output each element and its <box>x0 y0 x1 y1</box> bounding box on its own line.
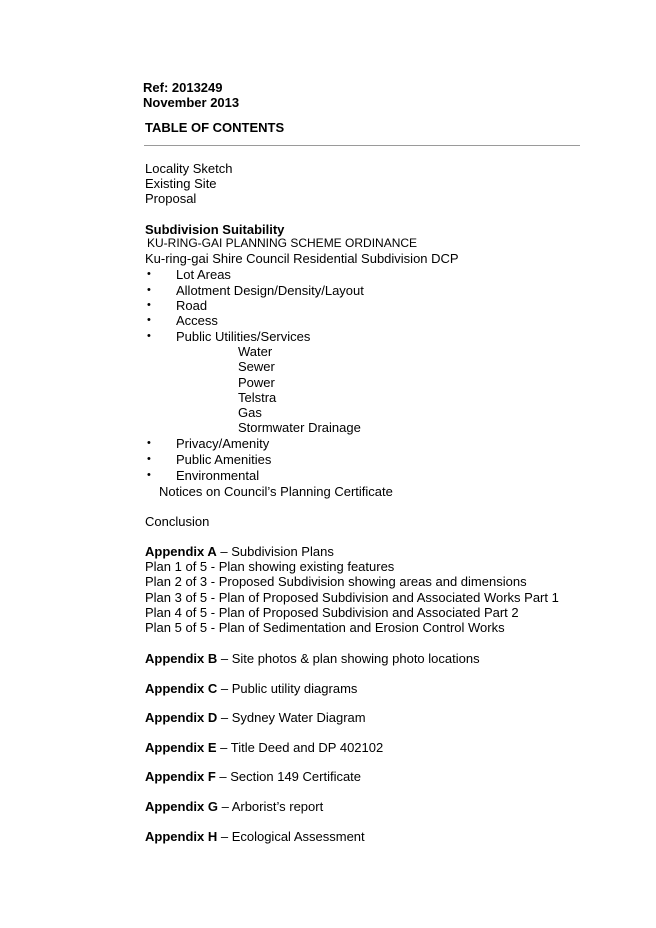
toc-entry-locality-sketch: Locality Sketch <box>145 161 233 176</box>
bullet-item-environmental: Environmental <box>176 468 260 483</box>
bullet-marker: • <box>147 284 151 296</box>
appendix-description: – Site photos & plan showing photo locations <box>217 651 480 666</box>
appendix-c-entry <box>145 681 357 696</box>
appendix-label: Appendix H <box>145 829 218 844</box>
bullet-item-allotment-design: Allotment Design/Density/Layout <box>176 283 364 298</box>
bullet-marker: • <box>147 437 151 449</box>
bullet-item-road: Road <box>176 298 208 313</box>
appendix-label: Appendix D <box>145 710 218 725</box>
appendix-description: – Subdivision Plans <box>216 544 334 559</box>
service-item-water: Water <box>238 344 273 359</box>
appendix-a-entry <box>145 544 334 559</box>
plan-entry-5: Plan 5 of 5 - Plan of Sedimentation and Erosion Control Works <box>145 620 505 635</box>
bullet-item-lot-areas: Lot Areas <box>176 267 231 282</box>
bullet-item-public-utilities: Public Utilities/Services <box>176 329 311 344</box>
service-item-power: Power <box>238 375 275 390</box>
plan-entry-1: Plan 1 of 5 - Plan showing existing features <box>145 559 395 574</box>
toc-entry-ordinance: KU-RING-GAI PLANNING SCHEME ORDINANCE <box>147 236 418 250</box>
appendix-description: – Ecological Assessment <box>217 829 365 844</box>
appendix-b-entry <box>145 651 480 666</box>
appendix-f-entry <box>145 769 361 784</box>
service-item-gas: Gas <box>238 405 262 420</box>
appendix-description: – Public utility diagrams <box>217 681 358 696</box>
appendix-description: – Arborist’s report <box>217 799 324 814</box>
bullet-marker: • <box>147 469 151 481</box>
appendix-g-entry <box>145 799 323 814</box>
document-date: November 2013 <box>143 95 240 110</box>
bullet-marker: • <box>147 268 151 280</box>
plan-entry-2: Plan 2 of 3 - Proposed Subdivision showing areas and dimensions <box>145 574 527 589</box>
plan-entry-3: Plan 3 of 5 - Plan of Proposed Subdivision and Associated Works Part 1 <box>145 590 559 605</box>
bullet-marker: • <box>147 330 151 342</box>
appendix-label: Appendix A <box>145 544 217 559</box>
service-item-sewer: Sewer <box>238 359 275 374</box>
bullet-marker: • <box>147 314 151 326</box>
page-title: TABLE OF CONTENTS <box>145 120 285 135</box>
toc-entry-dcp: Ku-ring-gai Shire Council Residential Subdivision DCP <box>145 251 459 266</box>
bullet-marker: • <box>147 453 151 465</box>
bullet-item-public-amenities: Public Amenities <box>176 452 272 467</box>
appendix-d-entry <box>145 710 366 725</box>
toc-entry-conclusion: Conclusion <box>145 514 210 529</box>
bullet-marker: • <box>147 299 151 311</box>
appendix-description: – Title Deed and DP 402102 <box>216 740 384 755</box>
toc-entry-existing-site: Existing Site <box>145 176 217 191</box>
title-divider <box>144 145 580 146</box>
bullet-item-access: Access <box>176 313 218 328</box>
toc-entry-notices: Notices on Council’s Planning Certificate <box>159 484 393 499</box>
service-item-stormwater: Stormwater Drainage <box>238 420 361 435</box>
toc-entry-proposal: Proposal <box>145 191 197 206</box>
section-heading-subdivision-suitability: Subdivision Suitability <box>145 222 285 237</box>
bullet-item-privacy-amenity: Privacy/Amenity <box>176 436 270 451</box>
appendix-e-entry <box>145 740 383 755</box>
appendix-label: Appendix C <box>145 681 218 696</box>
appendix-description: – Section 149 Certificate <box>215 769 362 784</box>
service-item-telstra: Telstra <box>238 390 277 405</box>
appendix-description: – Sydney Water Diagram <box>217 710 366 725</box>
appendix-label: Appendix E <box>145 740 217 755</box>
appendix-label: Appendix F <box>145 769 216 784</box>
reference-number: Ref: 2013249 <box>143 80 223 95</box>
appendix-label: Appendix G <box>145 799 218 814</box>
appendix-label: Appendix B <box>145 651 218 666</box>
plan-entry-4: Plan 4 of 5 - Plan of Proposed Subdivision and Associated Part 2 <box>145 605 519 620</box>
appendix-h-entry <box>145 829 365 844</box>
